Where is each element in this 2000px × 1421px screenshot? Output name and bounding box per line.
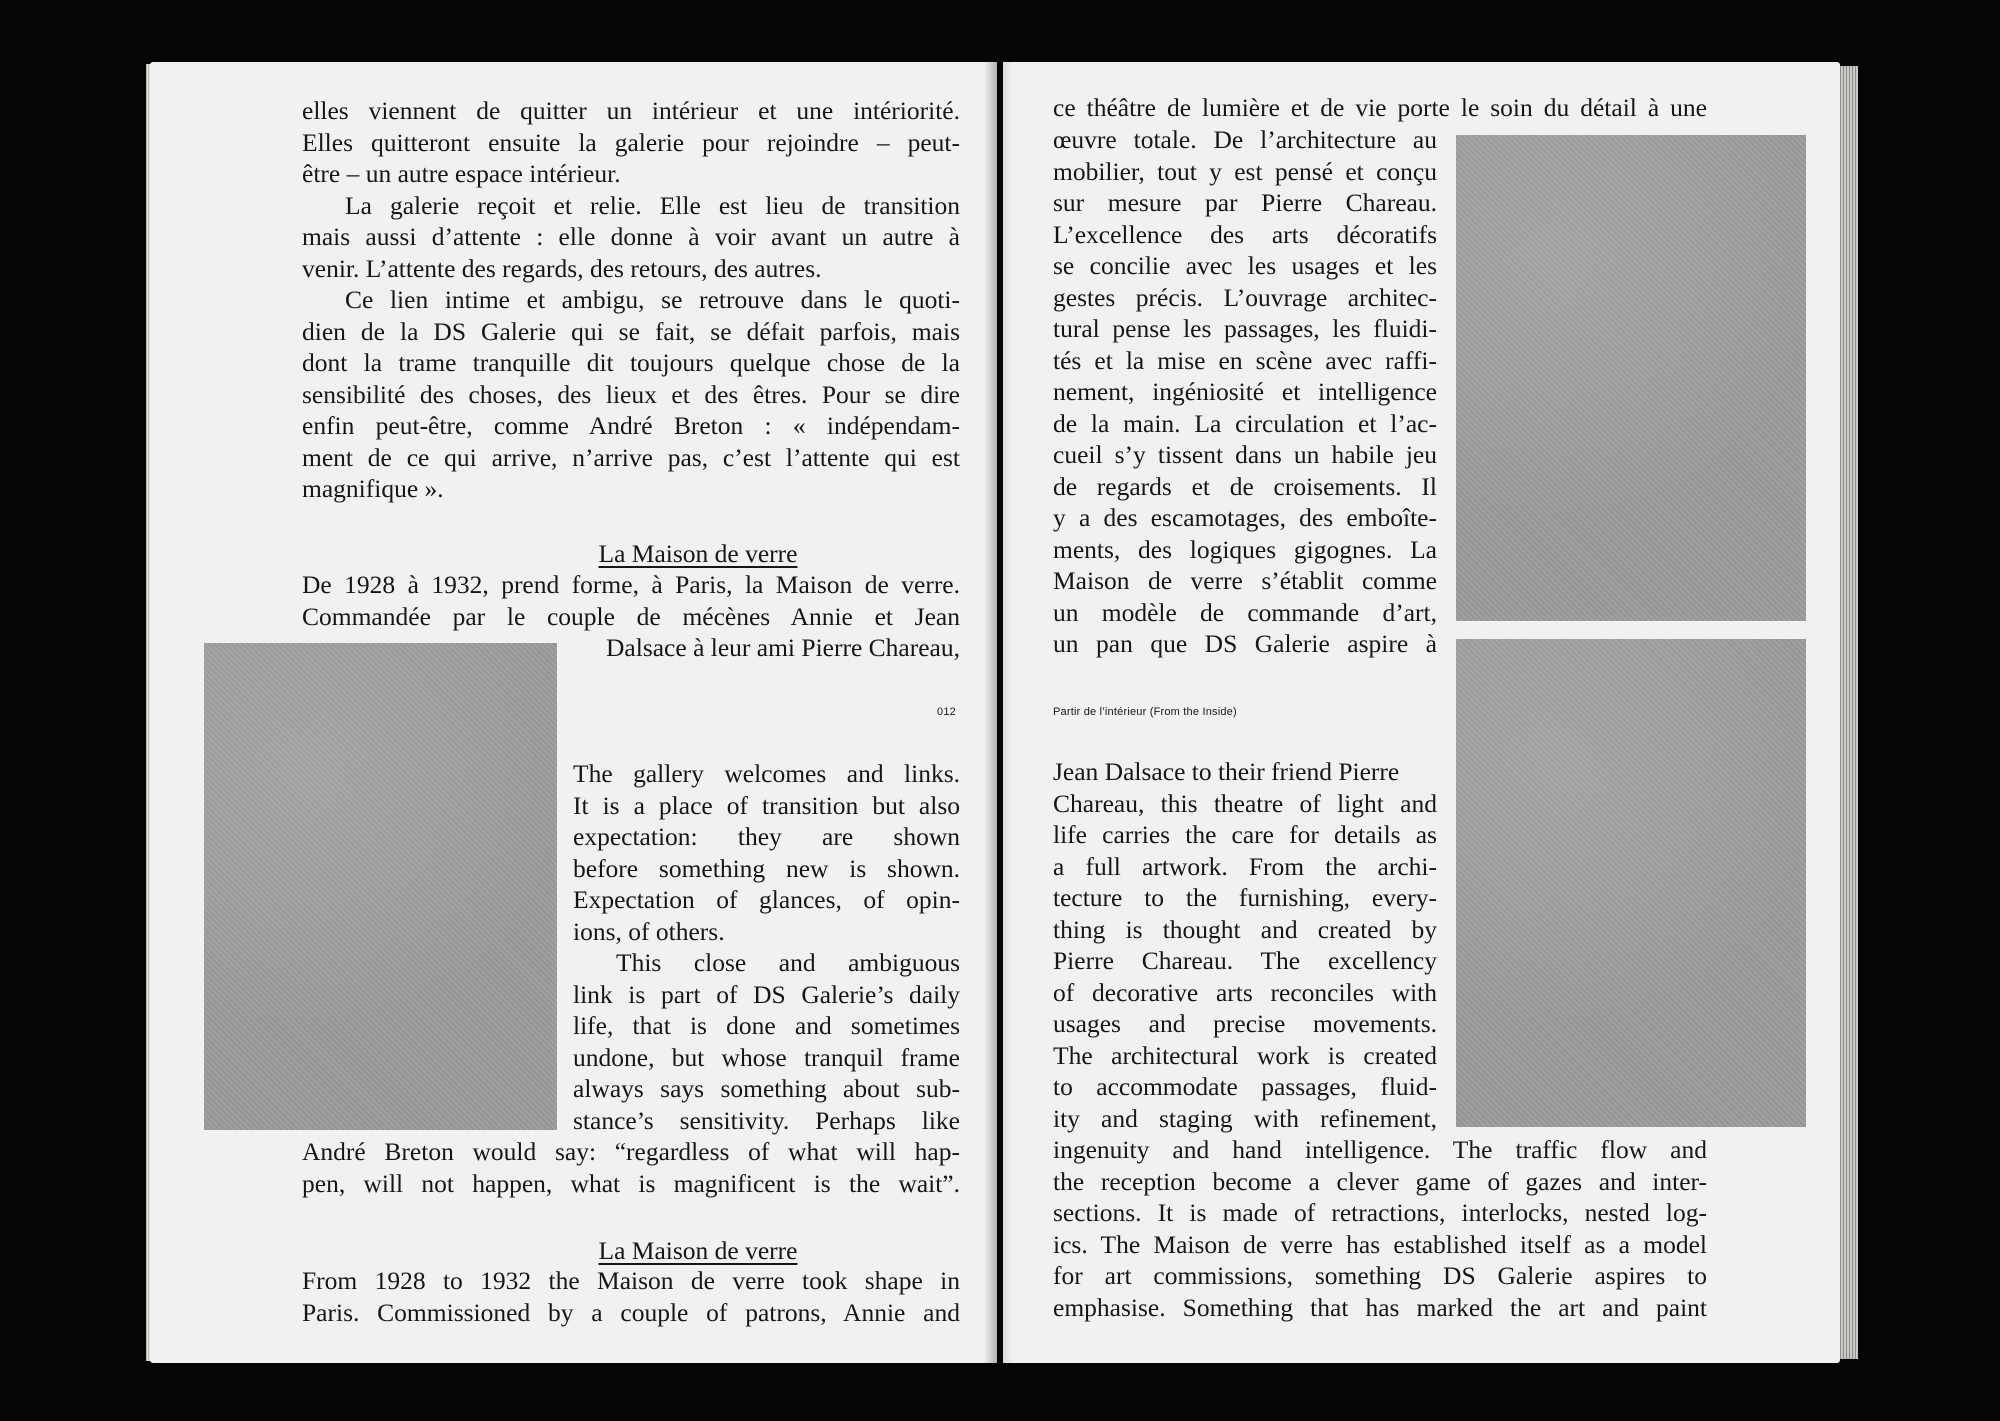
- left-french-heading: [302, 538, 960, 570]
- section-heading: La Maison de verre: [598, 539, 798, 568]
- text-line: ics. The Maison de verre has established itself as a model: [1053, 1229, 1707, 1259]
- left-english-section: [302, 1265, 960, 1328]
- right-english-body: [1053, 756, 1437, 1134]
- text-line: ce théâtre de lumière et de vie porte le soin du détail à une: [1053, 93, 1707, 122]
- left-english-body: [573, 758, 960, 1136]
- left-french-body: [302, 95, 960, 505]
- text-line: The gallery welcomes and links.: [573, 759, 960, 788]
- right-photo-top: [1456, 135, 1806, 621]
- text-line: ments, des logiques gigognes. La: [1053, 534, 1437, 564]
- text-line: se concilie avec les usages et les: [1053, 251, 1437, 280]
- right-french-top: [1053, 92, 1707, 124]
- text-line: un pan que DS Galerie aspire à: [1053, 629, 1437, 658]
- book-fore-edge: [1840, 66, 1858, 1359]
- text-line: Ce lien intime et ambigu, se retrouve dans le quoti-: [345, 285, 960, 314]
- text-line: link is part of DS Galerie’s daily: [573, 979, 960, 1009]
- left-english-body-full: [302, 1136, 960, 1199]
- text-line: Paris. Commissioned by a couple of patrons, Annie and: [302, 1297, 960, 1327]
- text-line: before something new is shown.: [573, 853, 960, 883]
- text-line: tural pense les passages, les fluidi-: [1053, 314, 1437, 343]
- text-line: stance’s sensitivity. Perhaps like: [573, 1105, 960, 1135]
- text-line: the reception become a clever game of gazes and inter-: [1053, 1166, 1707, 1196]
- text-line: ment de ce qui arrive, n’arrive pas, c’est l’attente qui est: [302, 442, 960, 472]
- text-line: y a des escamotages, des emboîte-: [1053, 503, 1437, 532]
- left-english-heading: [302, 1235, 960, 1267]
- text-line: mais aussi d’attente : elle donne à voir avant un autre à: [302, 222, 960, 251]
- text-line: sections. It is made of retractions, interlocks, nested log-: [1053, 1198, 1707, 1227]
- text-line: La galerie reçoit et relie. Elle est lieu de transition: [345, 190, 960, 220]
- right-photo-bottom: [1456, 639, 1806, 1127]
- text-line: nement, ingéniosité et intelligence: [1053, 377, 1437, 406]
- text-line: mobilier, tout y est pensé et conçu: [1053, 156, 1437, 186]
- text-line: enfin peut-être, comme André Breton : « indépendam-: [302, 411, 960, 440]
- book-gutter: [984, 62, 1012, 1363]
- text-line: pen, will not happen, what is magnificent is the wait”.: [302, 1168, 960, 1198]
- text-line: L’excellence des arts décoratifs: [1053, 219, 1437, 249]
- text-line: expectation: they are shown: [573, 822, 960, 851]
- text-line: Elles quitteront ensuite la galerie pour rejoindre – peut-: [302, 127, 960, 157]
- text-line: usages and precise movements.: [1053, 1009, 1437, 1038]
- text-line: From 1928 to 1932 the Maison de verre took shape in: [302, 1266, 960, 1295]
- text-line: magnifique ».: [302, 474, 444, 503]
- text-line: cueil s’y tissent dans un habile jeu: [1053, 440, 1437, 469]
- text-line: Jean Dalsace to their friend Pierre: [1053, 757, 1400, 786]
- text-line: de regards et de croisements. Il: [1053, 471, 1437, 501]
- text-line: of decorative arts reconciles with: [1053, 977, 1437, 1007]
- text-line: life carries the care for details as: [1053, 820, 1437, 849]
- text-line: De 1928 à 1932, prend forme, à Paris, la Maison de verre.: [302, 570, 960, 599]
- text-line: dont la trame tranquille dit toujours quelque chose de la: [302, 348, 960, 377]
- right-french-body: [1053, 124, 1437, 660]
- text-line: Commandée par le couple de mécènes Annie et Jean: [302, 601, 960, 631]
- text-line: for art commissions, something DS Galerie aspires to: [1053, 1261, 1707, 1290]
- text-line: ity and staging with refinement,: [1053, 1103, 1437, 1133]
- text-line: The architectural work is created: [1053, 1040, 1437, 1070]
- text-line: sur mesure par Pierre Chareau.: [1053, 188, 1437, 217]
- text-line: dien de la DS Galerie qui se fait, se défait parfois, mais: [302, 316, 960, 346]
- text-line: It is a place of transition but also: [573, 790, 960, 820]
- text-line: undone, but whose tranquil frame: [573, 1042, 960, 1072]
- text-line: sensibilité des choses, des lieux et des êtres. Pour se dire: [302, 379, 960, 409]
- text-line: Maison de verre s’établit comme: [1053, 566, 1437, 595]
- text-line: gestes précis. L’ouvrage architec-: [1053, 282, 1437, 312]
- page-number: 012: [937, 706, 956, 718]
- text-line: œuvre totale. De l’architecture au: [1053, 125, 1437, 154]
- left-photo: [204, 643, 557, 1130]
- text-line: de la main. La circulation et l’ac-: [1053, 408, 1437, 438]
- text-line: This close and ambiguous: [616, 948, 960, 977]
- text-line: André Breton would say: “regardless of what will hap-: [302, 1137, 960, 1166]
- text-line: Dalsace à leur ami Pierre Chareau,: [606, 633, 960, 662]
- text-line: être – un autre espace intérieur.: [302, 159, 621, 188]
- text-line: to accommodate passages, fluid-: [1053, 1072, 1437, 1101]
- text-line: a full artwork. From the archi-: [1053, 851, 1437, 881]
- text-line: ions, of others.: [573, 916, 725, 946]
- text-line: life, that is done and sometimes: [573, 1011, 960, 1040]
- text-line: elles viennent de quitter un intérieur et une intériorité.: [302, 96, 960, 125]
- running-footer: Partir de l’intérieur (From the Inside): [1053, 706, 1237, 718]
- text-line: tés et la mise en scène avec raffi-: [1053, 345, 1437, 375]
- text-line: tecture to the furnishing, every-: [1053, 883, 1437, 912]
- text-line: always says something about sub-: [573, 1074, 960, 1103]
- text-line: emphasise. Something that has marked the art and paint: [1053, 1292, 1707, 1322]
- text-line: Pierre Chareau. The excellency: [1053, 946, 1437, 975]
- text-line: ingenuity and hand intelligence. The traffic flow and: [1053, 1135, 1707, 1164]
- text-line: Expectation of glances, of opin-: [573, 885, 960, 914]
- section-heading: La Maison de verre: [598, 1236, 798, 1265]
- text-line: un modèle de commande d’art,: [1053, 597, 1437, 627]
- text-line: thing is thought and created by: [1053, 914, 1437, 944]
- text-line: Chareau, this theatre of light and: [1053, 788, 1437, 818]
- text-line: venir. L’attente des regards, des retours, des autres.: [302, 253, 822, 283]
- right-english-body-full: [1053, 1134, 1707, 1323]
